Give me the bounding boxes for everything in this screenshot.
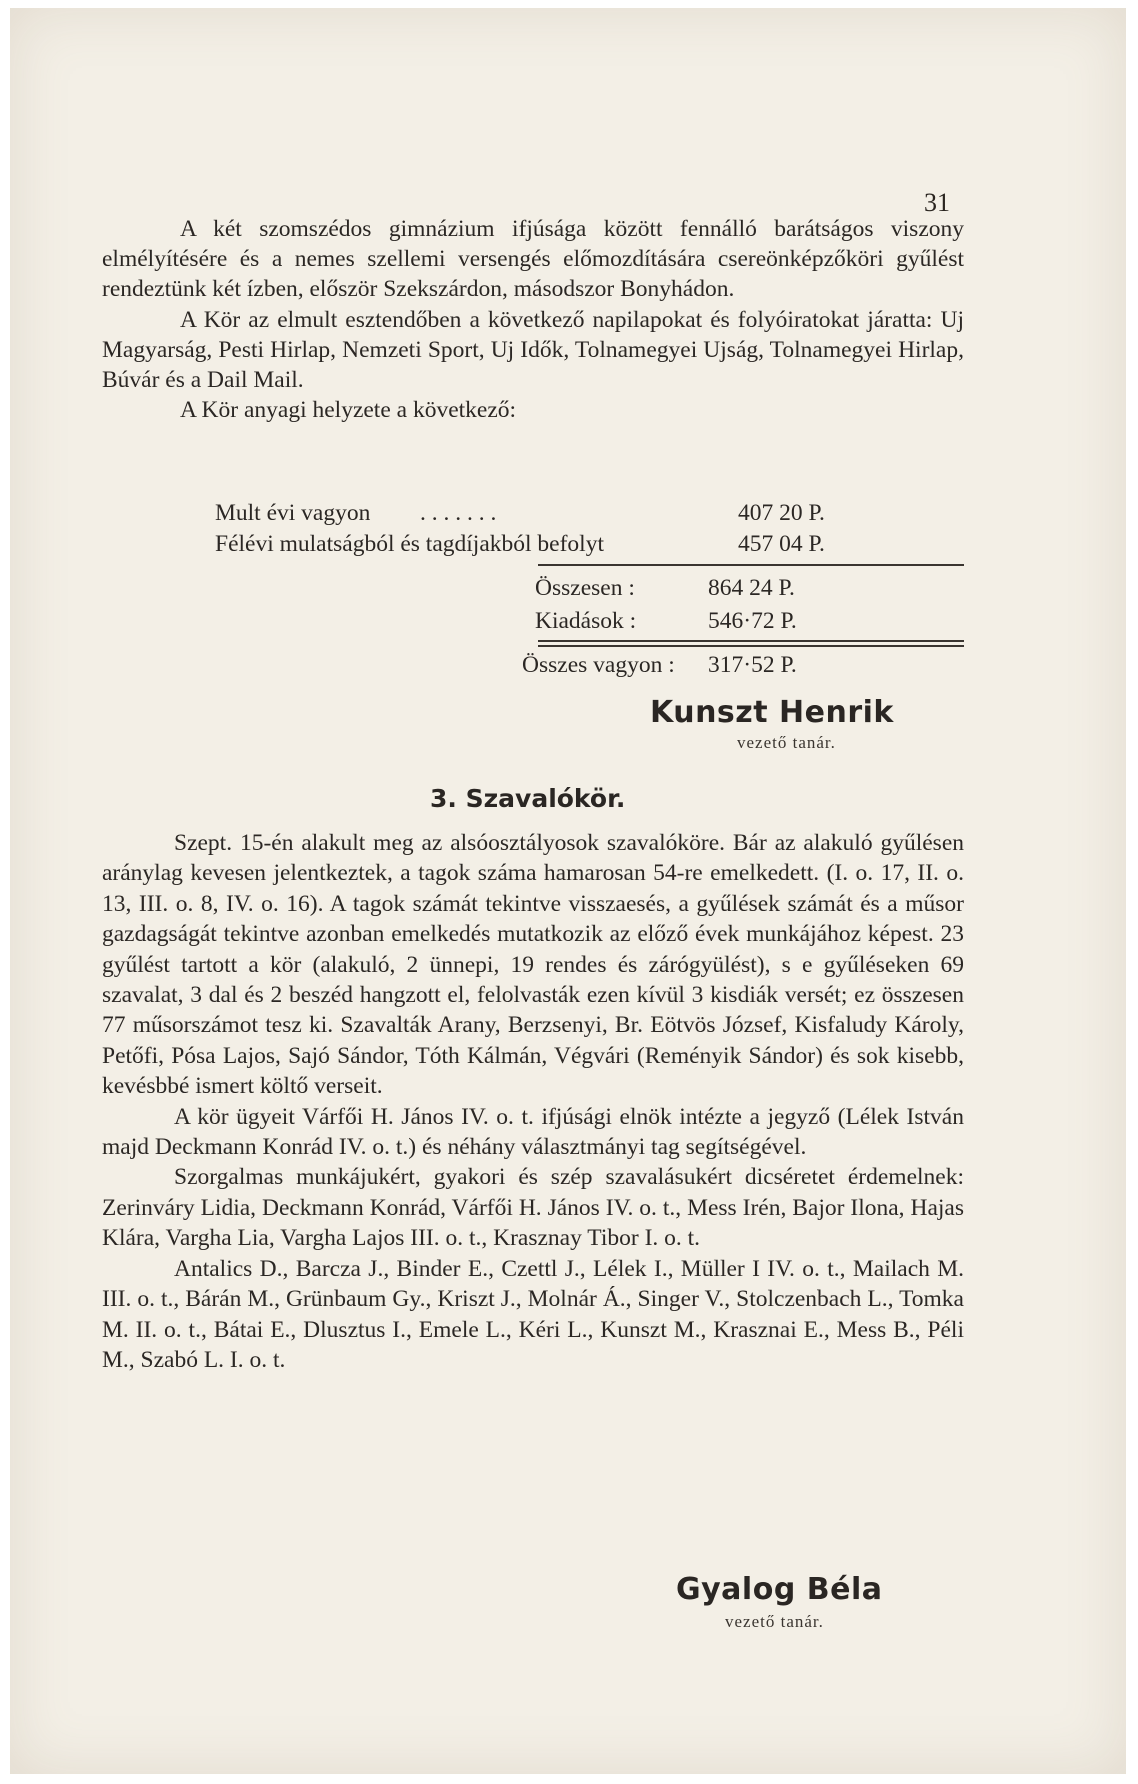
signature-name-2: Gyalog Béla <box>676 1572 883 1607</box>
szavalokor-section <box>102 828 964 1375</box>
signature-role-1: vezető tanár. <box>737 733 836 752</box>
net-label: Összes vagyon : <box>522 652 675 678</box>
net-rule-1 <box>538 640 964 642</box>
expense-value: 546·72 P. <box>708 608 797 634</box>
section-heading: 3. Szavalókör. <box>430 784 626 813</box>
finance-row2-label: Félévi mulatságból és tagdíjakból befolyt <box>215 531 604 557</box>
expense-label: Kiadások : <box>535 608 637 634</box>
total-value: 864 24 P. <box>708 575 795 601</box>
szavalokor-paragraph-4: Antalics D., Barcza J., Binder E., Czettl J., Lélek I., Müller I IV. o. t., Mailach M. III. o. t., Bárán M., Grünbaum Gy., Kriszt J., Molnár Á., Singer V., Stolczenbach L., Tomka M. II. o. t., Bátai E., Dlusztus I., Emele L., Kéri L., Kunszt M., Krasznai E., Mess B., Péli M., Szabó L. I. o. t. <box>102 1255 964 1373</box>
szavalokor-paragraph-3: Szorgalmas munkájukért, gyakori és szép szavalásukért dicséretet érdemelnek: Zerinváry Lidia, Deckmann Konrád, Várfői H. János IV. o. t., Mess Irén, Bajor Ilona, Hajas Klára, Vargha Lia, Vargha Lajos III. o. t., Krasznay Tibor I. o. t. <box>102 1164 964 1252</box>
page-number: 31 <box>924 188 950 217</box>
finance-row2-value: 457 04 P. <box>738 531 825 557</box>
szavalokor-paragraph-1: Szept. 15-én alakult meg az alsóosztályosok szavalóköre. Bár az alakuló gyűlésen aránylag kevesen jelentkeztek, a tagok száma hamarosan 54-re emelkedett. (I. o. 17, II. o. 13, III. o. 8, IV. o. 16). A tagok számát tekintve visszaesés, a gyűlések számát és a műsor gazdagságát tekintve azonban emelkedés mutatkozik az előző évek munkájához képest. 23 gyűlést tartott a kör (alakuló, 2 ünnepi, 19 rendes és zárógyülést), s e gyűléseken 69 szavalat, 3 dal és 2 beszéd hangzott el, felolvasták ezen kívül 3 kisdiák versét; ez összesen 77 műsorszámot tesz ki. Szavalták Arany, Berzsenyi, Br. Eötvös József, Kisfaludy Károly, Petőfi, Pósa Lajos, Sajó Sándor, Tóth Kálmán, Végvári (Reményik Sándor) és sok kisebb, kevésbbé ismert költő verseit. <box>102 830 964 1100</box>
sum-rule <box>538 564 964 566</box>
szavalokor-paragraph-2: A kör ügyeit Várfői H. János IV. o. t. ifjúsági elnök intézte a jegyző (Lélek István majd Deckmann Konrád IV. o. t.) és néhány választmányi tag segítségével. <box>102 1103 964 1161</box>
intro-paragraph-2: A Kör az elmult esztendőben a következő napilapokat és folyóiratokat járatta: Uj Magyarság, Pesti Hirlap, Nemzeti Sport, Uj Idők, Tolnamegyei Ujság, Tolnamegyei Hirlap, Búvár és a Dail Mail. <box>102 306 964 394</box>
finance-row1-value: 407 20 P. <box>738 500 825 526</box>
finance-row1-dots: . . . . . . . <box>420 500 497 526</box>
net-rule-2 <box>538 645 964 647</box>
finance-row1-label: Mult évi vagyon <box>215 500 371 526</box>
intro-section <box>102 214 964 425</box>
signature-role-2: vezető tanár. <box>725 1612 824 1631</box>
net-value: 317·52 P. <box>708 652 797 678</box>
signature-name-1: Kunszt Henrik <box>650 695 894 730</box>
intro-paragraph-3: A Kör anyagi helyzete a következő: <box>180 397 517 424</box>
intro-paragraph-1: A két szomszédos gimnázium ifjúsága között fennálló barátságos viszony elmélyítésére és a nemes szellemi versengés előmozdítására csereönképzőköri gyűlést rendeztünk két ízben, először Szekszárdon, másodszor Bonyhádon. <box>102 216 964 303</box>
total-label: Összesen : <box>535 575 635 601</box>
